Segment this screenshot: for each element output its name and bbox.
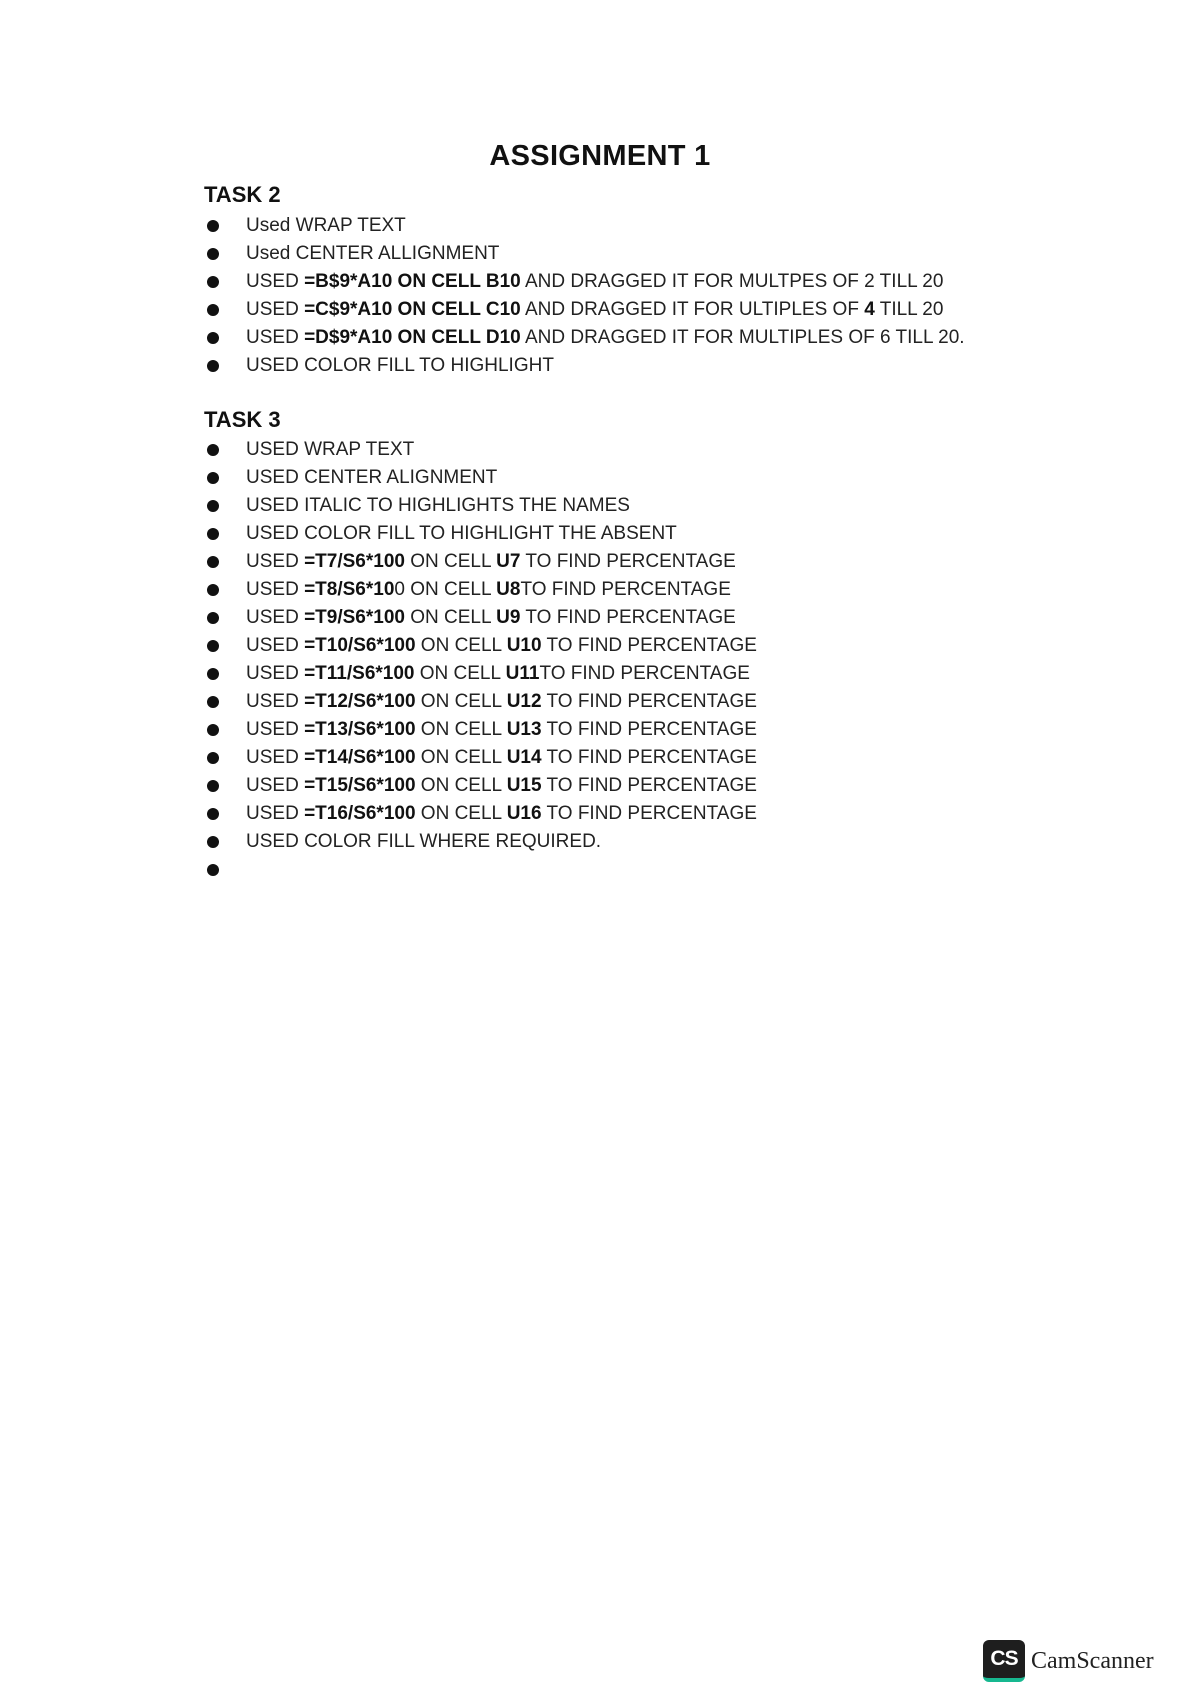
list-item-text: USED ITALIC TO HIGHLIGHTS THE NAMES: [246, 495, 630, 516]
list-item-text: USED: [246, 747, 305, 768]
list-item-bold-text: =T12/S6*100: [304, 691, 416, 712]
bullet-icon: [207, 528, 219, 540]
list-item-text: USED: [246, 803, 305, 824]
list-item-text: USED: [246, 775, 305, 796]
bullet-icon: [207, 640, 219, 652]
list-item: [204, 296, 965, 324]
list-item-bold-text: =T14/S6*100: [304, 747, 416, 768]
list-item-bold-text: =D$9*A10 ON CELL D10: [304, 327, 521, 348]
camscanner-watermark: [983, 1640, 1154, 1682]
list-item-bold-text: U16: [506, 803, 542, 824]
list-item-bold-text: =T7/S6*100: [304, 551, 405, 572]
list-item-bold-text: =B$9*A10 ON CELL B10: [304, 271, 521, 292]
list-item-text: TO FIND PERCENTAGE: [520, 551, 736, 572]
list-item-text: TO FIND PERCENTAGE: [541, 635, 757, 656]
list-item: [204, 744, 757, 772]
list-item: [204, 520, 757, 548]
list-item: [204, 576, 757, 604]
bullet-icon: [207, 836, 219, 848]
list-item-bold-text: =T15/S6*100: [304, 775, 416, 796]
document-title: ASSIGNMENT 1: [489, 140, 711, 172]
list-item-text: USED COLOR FILL TO HIGHLIGHT THE ABSENT: [246, 523, 677, 544]
list-item-bold-text: =C$9*A10 ON CELL C10: [304, 299, 521, 320]
list-item-text: TILL 20: [874, 299, 944, 320]
task-2-list: [204, 212, 965, 380]
task-3-heading: TASK 3: [204, 407, 281, 432]
bullet-icon: [207, 220, 219, 232]
list-item: [204, 772, 757, 800]
list-item: [204, 688, 757, 716]
bullet-icon: [207, 696, 219, 708]
list-item-text: USED COLOR FILL WHERE REQUIRED.: [246, 831, 602, 852]
list-item-bold-text: =T16/S6*100: [304, 803, 416, 824]
list-item-text: USED: [246, 663, 305, 684]
list-item-text: TO FIND PERCENTAGE: [541, 691, 757, 712]
list-item: [204, 660, 757, 688]
list-item: [204, 492, 757, 520]
list-item-bold-text: U9: [496, 607, 521, 628]
list-item-bold-text: U11: [505, 663, 540, 684]
bullet-icon: [207, 668, 219, 680]
list-item-text: USED: [246, 579, 305, 600]
list-item: [204, 632, 757, 660]
list-item-bold-text: U12: [506, 691, 542, 712]
list-item: [204, 604, 757, 632]
list-item-text: ON CELL: [415, 719, 507, 740]
list-item: [204, 268, 965, 296]
list-item-text: TO FIND PERCENTAGE: [541, 747, 757, 768]
bullet-icon: [207, 472, 219, 484]
list-item-bold-text: 4: [864, 299, 875, 320]
list-item-text: USED: [246, 691, 305, 712]
bullet-icon: [207, 304, 219, 316]
bullet-icon: [207, 556, 219, 568]
list-item: [204, 716, 757, 744]
list-item-bold-text: =T9/S6*100: [304, 607, 405, 628]
list-item-text: Used CENTER ALLIGNMENT: [246, 243, 500, 264]
list-item-text: ON CELL: [415, 775, 507, 796]
list-item-bold-text: =T8/S6*10: [304, 579, 395, 600]
list-item-bold-text: U13: [506, 719, 542, 740]
list-item: [204, 800, 757, 828]
list-item-bold-text: U15: [506, 775, 542, 796]
bullet-icon: [207, 332, 219, 344]
list-item-text: AND DRAGGED IT FOR ULTIPLES OF: [520, 299, 865, 320]
camscanner-logo-icon: CS: [983, 1640, 1025, 1682]
list-item: [204, 436, 757, 464]
list-item: [204, 240, 965, 268]
list-item-text: USED: [246, 551, 305, 572]
list-item: [204, 548, 757, 576]
list-item-text: USED WRAP TEXT: [246, 439, 415, 460]
list-item: [204, 856, 757, 884]
list-item-bold-text: =T13/S6*100: [304, 719, 416, 740]
bullet-icon: [207, 360, 219, 372]
list-item-text: AND DRAGGED IT FOR MULTPES OF 2 TILL 20: [520, 271, 944, 292]
bullet-icon: [207, 584, 219, 596]
list-item-text: TO FIND PERCENTAGE: [539, 663, 750, 684]
list-item-text: ON CELL: [414, 663, 506, 684]
list-item-text: ON CELL: [404, 551, 497, 572]
bullet-icon: [207, 276, 219, 288]
list-item-text: USED CENTER ALIGNMENT: [246, 467, 498, 488]
list-item-text: TO FIND PERCENTAGE: [520, 607, 736, 628]
list-item-text: USED: [246, 327, 305, 348]
bullet-icon: [207, 500, 219, 512]
list-item-text: USED: [246, 719, 305, 740]
list-item-text: ON CELL: [415, 691, 507, 712]
list-item-text: TO FIND PERCENTAGE: [541, 775, 757, 796]
task-3-list: [204, 436, 757, 884]
list-item-text: 0 ON CELL: [394, 579, 497, 600]
bullet-icon: [207, 864, 219, 876]
list-item-text: USED: [246, 607, 305, 628]
list-item-text: Used WRAP TEXT: [246, 215, 406, 236]
task-2-heading: TASK 2: [204, 182, 281, 207]
list-item-bold-text: =T10/S6*100: [304, 635, 416, 656]
list-item: [204, 464, 757, 492]
list-item-text: ON CELL: [415, 635, 507, 656]
bullet-icon: [207, 752, 219, 764]
bullet-icon: [207, 724, 219, 736]
list-item: [204, 324, 965, 352]
list-item: [204, 828, 757, 856]
bullet-icon: [207, 612, 219, 624]
list-item-text: TO FIND PERCENTAGE: [520, 579, 731, 600]
list-item-text: ON CELL: [415, 747, 507, 768]
list-item-text: USED: [246, 635, 305, 656]
bullet-icon: [207, 444, 219, 456]
list-item-bold-text: U14: [506, 747, 542, 768]
list-item-text: USED: [246, 299, 305, 320]
list-item-bold-text: U7: [496, 551, 521, 572]
list-item: [204, 212, 965, 240]
bullet-icon: [207, 808, 219, 820]
list-item-text: TO FIND PERCENTAGE: [541, 803, 757, 824]
list-item-bold-text: U8: [496, 579, 521, 600]
list-item-text: USED: [246, 271, 305, 292]
list-item-text: ON CELL: [415, 803, 507, 824]
bullet-icon: [207, 780, 219, 792]
list-item-bold-text: =T11/S6*100: [304, 663, 415, 684]
camscanner-brand-name: CamScanner: [1031, 1647, 1154, 1674]
list-item-text: ON CELL: [404, 607, 497, 628]
list-item-text: USED COLOR FILL TO HIGHLIGHT: [246, 355, 554, 376]
list-item: [204, 352, 965, 380]
list-item-text: TO FIND PERCENTAGE: [541, 719, 757, 740]
bullet-icon: [207, 248, 219, 260]
list-item-text: AND DRAGGED IT FOR MULTIPLES OF 6 TILL 20.: [520, 327, 965, 348]
list-item-bold-text: U10: [506, 635, 542, 656]
